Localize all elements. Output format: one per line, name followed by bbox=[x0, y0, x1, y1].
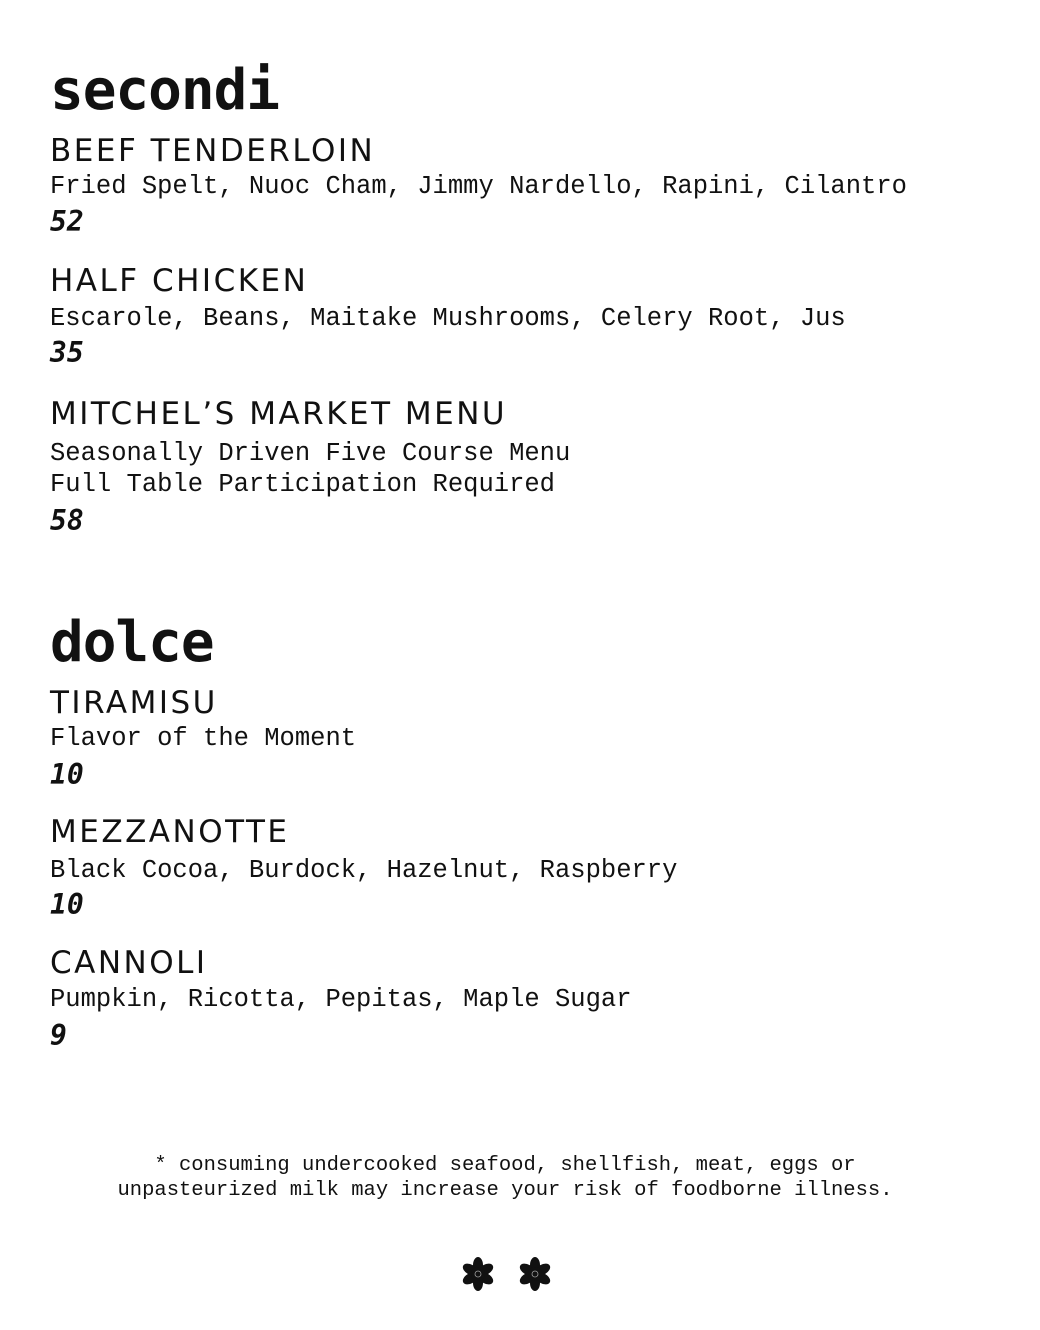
item-description: Flavor of the Moment bbox=[50, 724, 357, 753]
menu-item-market-menu bbox=[50, 397, 570, 537]
item-name: HALF CHICKEN bbox=[50, 263, 309, 299]
menu-item-tiramisu bbox=[50, 686, 356, 791]
item-price: 52 bbox=[50, 205, 84, 238]
item-description-line-1: Seasonally Driven Five Course Menu bbox=[50, 439, 571, 468]
flower-logo-icon bbox=[517, 1256, 553, 1292]
menu-item-cannoli bbox=[50, 946, 632, 1052]
item-description-line-2: Full Table Participation Required bbox=[50, 470, 555, 499]
section-dolce bbox=[50, 610, 214, 675]
item-price: 10 bbox=[50, 888, 84, 921]
menu-item-beef-tenderloin bbox=[50, 134, 907, 238]
disclaimer-line-2: unpasteurized milk may increase your risk of foodborne illness. bbox=[117, 1179, 893, 1202]
food-safety-disclaimer bbox=[0, 1153, 1010, 1203]
flower-logo-icon bbox=[460, 1256, 496, 1292]
item-name: BEEF TENDERLOIN bbox=[50, 133, 376, 169]
section-title-dolce: dolce bbox=[50, 610, 214, 675]
item-price: 35 bbox=[50, 336, 84, 369]
item-name: MEZZANOTTE bbox=[50, 814, 290, 850]
item-name: TIRAMISU bbox=[50, 685, 218, 721]
item-price: 58 bbox=[50, 504, 84, 537]
footer-logos bbox=[460, 1256, 554, 1292]
menu-item-mezzanotte bbox=[50, 815, 677, 921]
disclaimer-line-1: * consuming undercooked seafood, shellfish, meat, eggs or bbox=[154, 1154, 856, 1177]
item-description: Black Cocoa, Burdock, Hazelnut, Raspberry bbox=[50, 856, 678, 885]
item-name: MITCHEL’S MARKET MENU bbox=[50, 396, 508, 432]
item-description: Escarole, Beans, Maitake Mushrooms, Celery Root, Jus bbox=[50, 304, 846, 333]
section-secondi bbox=[50, 58, 280, 123]
item-description: Fried Spelt, Nuoc Cham, Jimmy Nardello, Rapini, Cilantro bbox=[50, 172, 907, 201]
section-title-secondi: secondi bbox=[50, 58, 280, 123]
menu-item-half-chicken bbox=[50, 264, 846, 369]
item-price: 9 bbox=[50, 1019, 67, 1052]
item-price: 10 bbox=[50, 758, 84, 791]
item-description: Pumpkin, Ricotta, Pepitas, Maple Sugar bbox=[50, 985, 632, 1014]
item-name: CANNOLI bbox=[50, 945, 208, 981]
